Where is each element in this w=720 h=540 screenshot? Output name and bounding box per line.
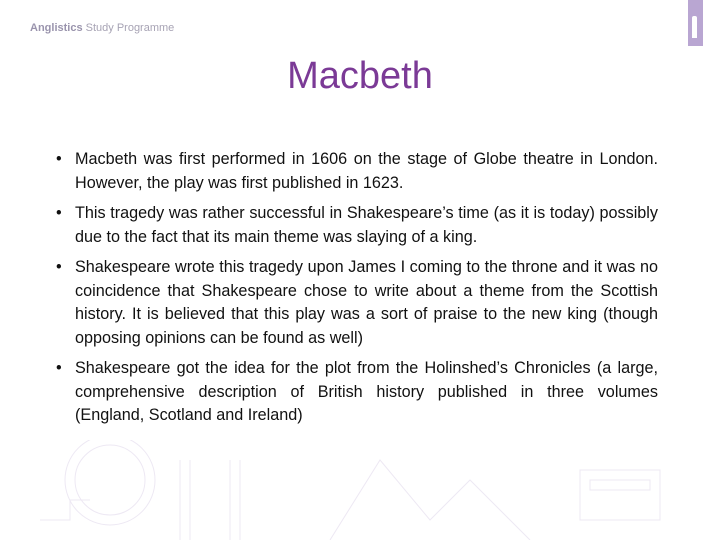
- brand-name: Anglistics: [30, 22, 83, 34]
- bullet-list: [56, 148, 658, 435]
- university-logo-icon: [688, 0, 703, 46]
- skyline-background-icon: [30, 440, 690, 540]
- slide-title: Macbeth: [287, 55, 433, 97]
- bullet-item: • Shakespeare wrote this tragedy upon James I coming to the throne and it was no coincidence that Shakespeare chose to write about a theme from the Scottish history. It is believed that this play was a sort of praise to the new king (though opposing opinions can be found as well): [56, 256, 658, 350]
- brand-subtitle: Study Programme: [85, 22, 175, 34]
- bullet-item: • Macbeth was first performed in 1606 on the stage of Globe theatre in London. However, the play was first published in 1623.: [56, 148, 658, 195]
- bullet-item: • This tragedy was rather successful in Shakespeare’s time (as it is today) possibly due to the fact that its main theme was slaying of a king.: [56, 202, 658, 249]
- bullet-item: • Shakespeare got the idea for the plot from the Holinshed’s Chronicles (a large, comprehensive description of British history published in three volumes (England, Scotland and Ireland): [56, 357, 658, 428]
- programme-header: [30, 22, 174, 34]
